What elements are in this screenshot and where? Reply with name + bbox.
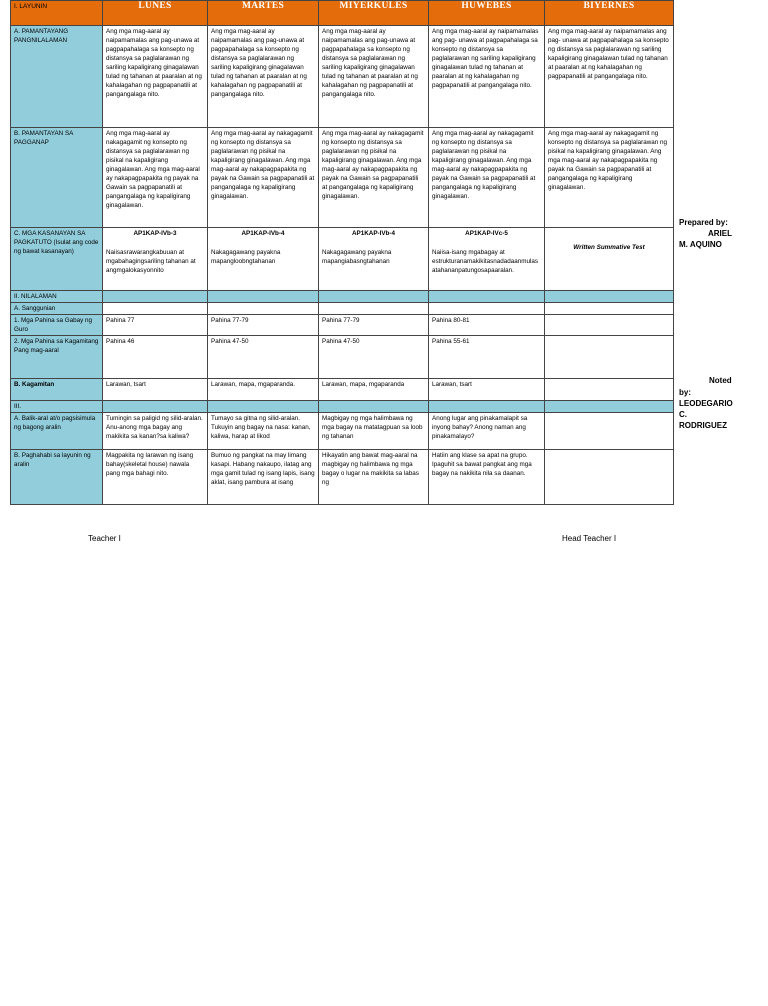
table-cell: Ang mga mag-aaral ay nakagagamit ng konsepto ng distansya sa paglalarawan ng pisikal na kapaligirang ginagalawan. Ang mga mag-aaral ay nakapagpapakita ng payak na Gawain sa pagpapanatili at pangangalaga ng kapaligirang ginagalawan.: [208, 128, 319, 228]
prepared-by-label: Prepared by:: [679, 218, 728, 227]
table-cell: Pahina 55-61: [429, 336, 545, 379]
table-cell: Magpakita ng larawan ng isang bahay(skeletal house) nawala pang mga bahagi nito.: [103, 450, 208, 505]
table-cell: Hikayatin ang bawat mag-aaral na magbigay ng halimbawa ng mga bagay o lugar na makikita sa labas ng: [319, 450, 429, 505]
row-label-mga-kasanayan: C. MGA KASANAYAN SA PAGKATUTO (Isulat ang code ng bawat kasanayan): [11, 228, 103, 291]
table-cell: [545, 413, 674, 450]
competency-code: AP1KAP-IVb-4: [241, 230, 285, 237]
table-cell: Ang mga mag-aaral ay naipamamalas ang pag-unawa at pagpapahalaga sa konsepto ng distansya sa paglalarawan ng sariling kapaligirang ginagalawan tulad ng tahanan at paaralan at ng kahalagahan ng pagpapanatili at pangangalaga nito.: [103, 26, 208, 128]
footer-teacher: Teacher I: [88, 534, 121, 543]
row-label-pamantayan-sa-pagganap: B. PAMANTAYAN SA PAGGANAP: [11, 128, 103, 228]
header-miyerkules: MIYERKULES: [319, 1, 429, 26]
competency-text: Naiisasrawarangkabuuan at mgabahagingsariling tahanan at angmgalokasyonnito: [106, 249, 196, 274]
header-huwebes: HUWEBES: [429, 1, 545, 26]
table-cell: Pahina 46: [103, 336, 208, 379]
section-row: [11, 401, 674, 413]
table-cell: [208, 228, 319, 291]
table-cell: Ang mga mag-aaral ay nakagagamit ng konsepto ng distansya sa paglalarawan ng pisikal na kapaligirang ginagalawan. Ang mga mag-aaral ay nakapagpapakita ng payak na Gawain sa pagpapanatili at pangangalaga ng kapaligirang ginagalawan.: [545, 128, 674, 228]
table-row: [11, 315, 674, 336]
row-label-kagamitan: B. Kagamitan: [11, 379, 103, 401]
noted-name-initial: C.: [679, 410, 687, 419]
header-lunes: LUNES: [103, 1, 208, 26]
row-label-sanggunian: A. Sanggunian: [11, 303, 103, 315]
table-cell: Hatiin ang klase sa apat na grupo. Ipaguhit sa bawat pangkat ang mga bagay na nakikita nila sa daanan.: [429, 450, 545, 505]
table-cell: Pahina 77: [103, 315, 208, 336]
table-cell: Ang mga mag-aaral ay nakagagamit ng konsepto ng distansya sa paglalarawan ng pisikal na kapaligirang ginagalawan. Ang mga mag-aaral ay nakapagpapakita ng payak na Gawain sa pagpapanatili at pangangalaga ng kapaligirang ginagalawan.: [319, 128, 429, 228]
footer-head-teacher: Head Teacher I: [562, 534, 617, 543]
table-cell: [545, 336, 674, 379]
header-martes: MARTES: [208, 1, 319, 26]
noted-name-last: RODRIGUEZ: [679, 421, 727, 430]
table-cell: Ang mga mag-aaral ay naipamamalas ang pag-unawa at pagpapahalaga sa konsepto ng distansya sa paglalarawan ng sariling kapaligirang ginagalawan tulad ng tahanan at paaralan at ng kahalagahan ng pagpapanatili at pangangalaga nito.: [319, 26, 429, 128]
table-cell: Anong lugar ang pinakamalapit sa inyong bahay? Anong naman ang pinakamalayo?: [429, 413, 545, 450]
table-cell: Ang mga mag-aaral ay naipamamalas ang pag-unawa at pagpapahalaga sa konsepto ng distansya sa paglalarawan ng sariling kapaligirang ginagalawan tulad ng tahanan at paaralan at ng kahalagahan ng pagpapanatili at pangangalaga nito.: [208, 26, 319, 128]
table-cell: [545, 379, 674, 401]
prepared-name-last: M. AQUINO: [679, 240, 722, 249]
table-cell: [103, 228, 208, 291]
header-layunin: I. LAYUNIN: [11, 1, 103, 26]
table-row: [11, 128, 674, 228]
competency-text: Nakagagawang payakna mapangiabasngtahanan: [322, 249, 392, 265]
table-cell: [319, 228, 429, 291]
table-cell: Pahina 47-50: [208, 336, 319, 379]
section-row: [11, 291, 674, 303]
row-label-balik-aral: A. Balik-aral at/o pagsisimula ng bagong aralin: [11, 413, 103, 450]
table-cell: Larawan, tsart: [429, 379, 545, 401]
table-cell: Ang mga mag-aaral ay naipamamalas ang pag- unawa at pagpapahalaga sa konsepto ng distansya sa paglalarawan ng sariling kapaligirang ginagalawan tulad ng tahanan at paaralan at ng kahalagahan ng pagpapanatili at pangangalaga nito.: [545, 26, 674, 128]
table-cell: [545, 315, 674, 336]
competency-text: Nakagagawang payakna mapangloobngtahanan: [211, 249, 281, 265]
table-cell: Tumingin sa paligid ng silid-aralan. Anu-anong mga bagay ang makikita sa kanan?sa kaliwa?: [103, 413, 208, 450]
table-row: [11, 336, 674, 379]
table-row: [11, 228, 674, 291]
row-label-gabay-ng-guro: 1. Mga Pahina sa Gabay ng Guro: [11, 315, 103, 336]
table-cell: Ang mga mag-aaral ay naipamamalas ang pag- unawa at pagpapahalaga sa konsepto ng distansya sa paglalarawan ng sariling kapaligirang ginagalawan tulad ng tahanan at paaralan at ng kahalagahan ng pagpapanatili at pangangalaga nito.: [429, 26, 545, 128]
row-label-paghahabi: B. Paghahabi sa layunin ng aralin: [11, 450, 103, 505]
table-cell: Ang mga mag-aaral ay nakagagamit ng konsepto ng distansya sa paglalarawan ng pisikal na kapaligirang ginagalawan. Ang mga mag-aaral ay nakapagpapakita ng payak na Gawain sa pagpapanatili at pangangalaga ng kapaligirang ginagalawan.: [429, 128, 545, 228]
noted-name-first: LEODEGARIO: [679, 399, 733, 408]
table-row: [11, 379, 674, 401]
table-cell: Pahina 47-50: [319, 336, 429, 379]
table-cell: Tumayo sa gitna ng silid-aralan. Tukuyin ang bagay na nasa: kanan, kaliwa, harap at likod: [208, 413, 319, 450]
prepared-name-first: ARIEL: [708, 229, 732, 238]
table-cell: Larawan, mapa, mgaparanda: [319, 379, 429, 401]
lesson-plan-table: [10, 0, 674, 505]
noted-by-label: by:: [679, 388, 691, 397]
table-cell: Larawan, mapa, mgaparanda.: [208, 379, 319, 401]
row-label-kagamitang-pang-mag-aaral: 2. Mga Pahina sa Kagamitang Pang mag-aaral: [11, 336, 103, 379]
section-nilalaman: II. NILALAMAN: [11, 291, 103, 303]
table-cell: Larawan, tsart: [103, 379, 208, 401]
table-cell: [545, 450, 674, 505]
competency-code: AP1KAP-IVb-3: [133, 230, 177, 237]
competency-text: Naiisa-isang mgabagay at estrukturanamakikitasnadadaanmulasatahananpatungosapaaralan.: [432, 249, 539, 274]
table-cell: Pahina 77-79: [319, 315, 429, 336]
table-cell: Magbigay ng mga halimbawa ng mga bagay na matatagpuan sa loob ng tahanan: [319, 413, 429, 450]
table-cell: [429, 228, 545, 291]
written-summative-test: Written Summative Test: [573, 244, 645, 251]
competency-code: AP1KAP-IVc-5: [465, 230, 508, 237]
header-row: [11, 1, 674, 26]
table-cell: Pahina 80-81: [429, 315, 545, 336]
section-iii: III.: [11, 401, 103, 413]
competency-code: AP1KAP-IVb-4: [351, 230, 396, 237]
noted-label: Noted: [709, 376, 732, 385]
table-cell: Ang mga mag-aaral ay nakagagamit ng konsepto ng distansya sa paglalarawan ng pisikal na kapaligirang ginagalawan. Ang mga mag-aaral ay nakapagpapakita ng payak na Gawain sa pagpapanatili at pangangalaga ng kapaligirang ginagalawan.: [103, 128, 208, 228]
table-row: [11, 303, 674, 315]
table-cell: Pahina 77-79: [208, 315, 319, 336]
header-biyernes: BIYERNES: [545, 1, 674, 26]
table-row: [11, 26, 674, 128]
table-row: [11, 413, 674, 450]
table-cell: Bumuo ng pangkat na may limang kasapi. Habang nakaupo, ilatag ang mga gamit tulad ng isang lapis, isang aklat, isang pambura at isang: [208, 450, 319, 505]
table-row: [11, 450, 674, 505]
row-label-pamantayang-pangnilalaman: A. PAMANTAYANG PANGNILALAMAN: [11, 26, 103, 128]
table-cell: [545, 228, 674, 291]
